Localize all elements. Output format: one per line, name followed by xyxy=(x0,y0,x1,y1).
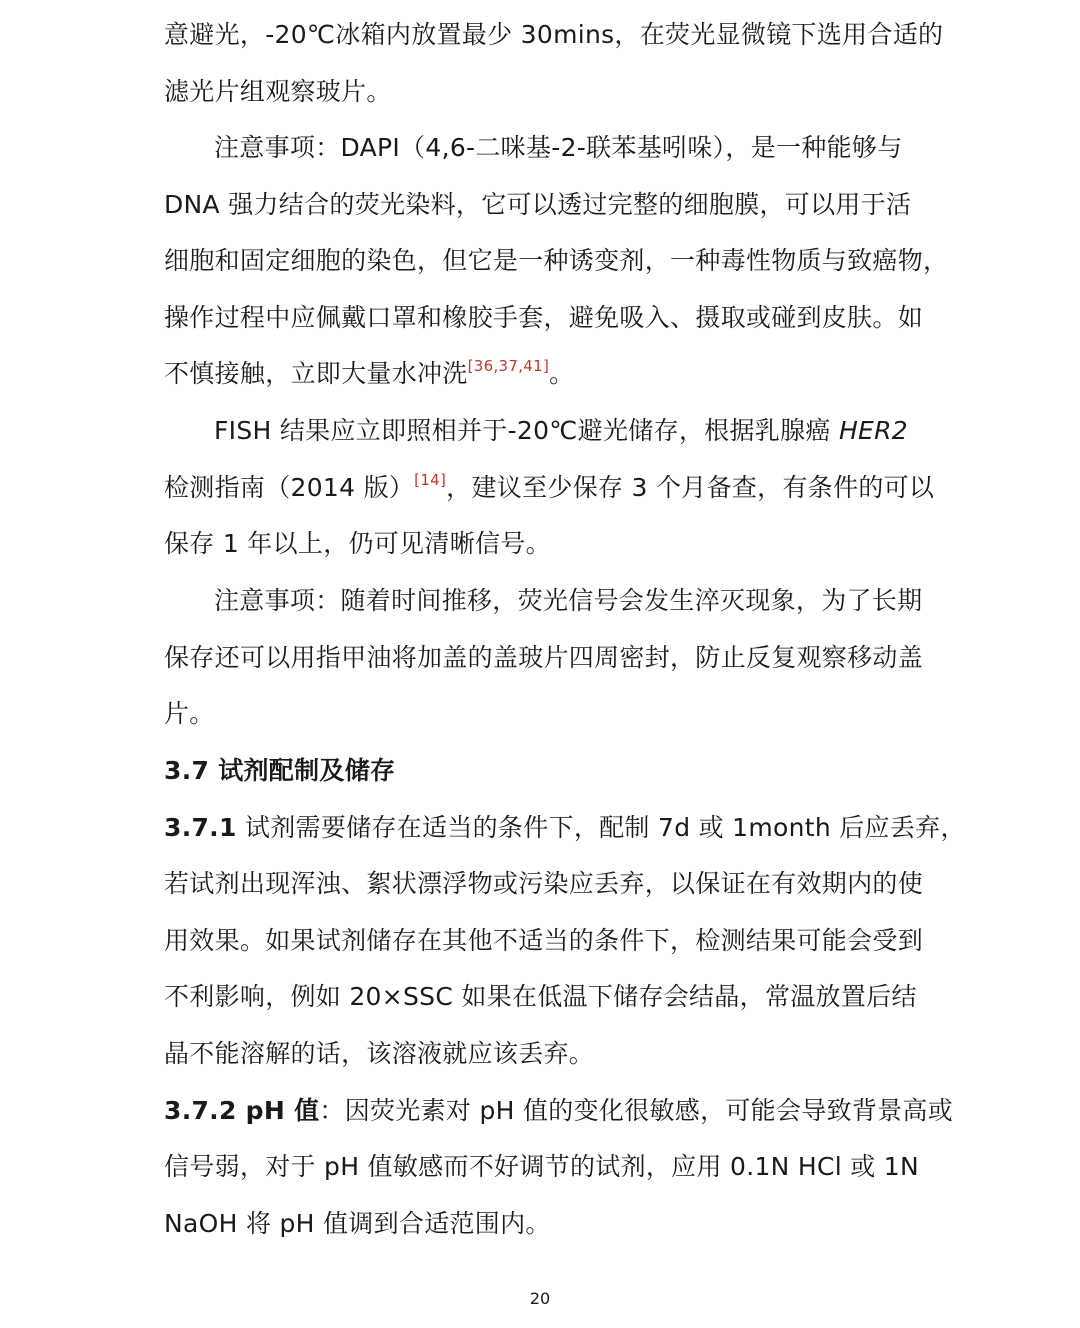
note-dapi-line-5 xyxy=(164,356,924,392)
section-3-7-2-line-1-text: ：因荧光素对 pH 值的变化很敏感，可能会导致背景高或 xyxy=(319,1096,954,1125)
citation-14[interactable]: [14] xyxy=(414,471,447,489)
section-3-7-2-line-1 xyxy=(164,1093,954,1129)
section-3-7-2-line-2: 信号弱，对于 pH 值敏感而不好调节的试剂，应用 0.1N HCl 或 1N xyxy=(164,1152,920,1181)
section-3-7-1-line-3: 用效果。如果试剂储存在其他不适当的条件下，检测结果可能会受到 xyxy=(164,926,924,955)
section-3-7-1-line-2: 若试剂出现浑浊、絮状漂浮物或污染应丢弃，以保证在有效期内的使 xyxy=(164,869,924,898)
fish-paragraph-line-2 xyxy=(164,470,935,506)
fish-line-2-end: ，建议至少保存 3 个月备查，有条件的可以 xyxy=(446,473,935,502)
fish-paragraph-line-1 xyxy=(214,413,974,449)
fish-line-1-text: FISH 结果应立即照相并于-20℃避光储存，根据乳腺癌 xyxy=(214,416,839,445)
section-3-7-2-number: 3.7.2 pH 值 xyxy=(164,1096,320,1125)
section-3-7-1-line-1-text: 试剂需要储存在适当的条件下，配制 7d 或 1month 后应丢弃， xyxy=(236,813,966,842)
section-3-7-heading: 3.7 试剂配制及储存 xyxy=(164,756,396,785)
section-3-7-1-line-5: 晶不能溶解的话，该溶液就应该丢弃。 xyxy=(164,1039,595,1068)
note-dapi-line-3: 细胞和固定细胞的染色，但它是一种诱变剂，一种毒性物质与致癌物， xyxy=(164,246,949,275)
paragraph-1-line-1: 意避光，-20℃冰箱内放置最少 30mins，在荧光显微镜下选用合适的 xyxy=(164,20,944,49)
section-3-7-1-number: 3.7.1 xyxy=(164,813,237,842)
paragraph-1-line-2: 滤光片组观察玻片。 xyxy=(164,77,392,106)
note-dapi-line-4: 操作过程中应佩戴口罩和橡胶手套，避免吸入、摄取或碰到皮肤。如 xyxy=(164,303,924,332)
fish-paragraph-line-3: 保存 1 年以上，仍可见清晰信号。 xyxy=(164,529,551,558)
note-dapi-line-2: DNA 强力结合的荧光染料，它可以透过完整的细胞膜，可以用于活 xyxy=(164,190,912,219)
note-fade-line-1: 注意事项：随着时间推移，荧光信号会发生淬灭现象，为了长期 xyxy=(214,586,923,615)
section-3-7-1-line-4: 不利影响，例如 20×SSC 如果在低温下储存会结晶，常温放置后结 xyxy=(164,982,917,1011)
citation-36-37-41[interactable]: [36,37,41] xyxy=(467,357,550,375)
note-dapi-line-5-end: 。 xyxy=(549,359,575,388)
page-number: 20 xyxy=(529,1289,551,1308)
note-fade-line-3: 片。 xyxy=(164,699,215,728)
section-3-7-1-line-1 xyxy=(164,810,966,846)
her2-gene: HER2 xyxy=(838,416,909,445)
section-3-7-2-line-3: NaOH 将 pH 值调到合适范围内。 xyxy=(164,1209,551,1238)
note-fade-line-2: 保存还可以用指甲油将加盖的盖玻片四周密封，防止反复观察移动盖 xyxy=(164,643,924,672)
note-dapi-line-1: 注意事项：DAPI（4,6-二咪基-2-联苯基吲哚），是一种能够与 xyxy=(214,133,903,162)
note-dapi-line-5-text: 不慎接触，立即大量水冲洗 xyxy=(164,359,468,388)
fish-line-2-text: 检测指南（2014 版） xyxy=(164,473,415,502)
